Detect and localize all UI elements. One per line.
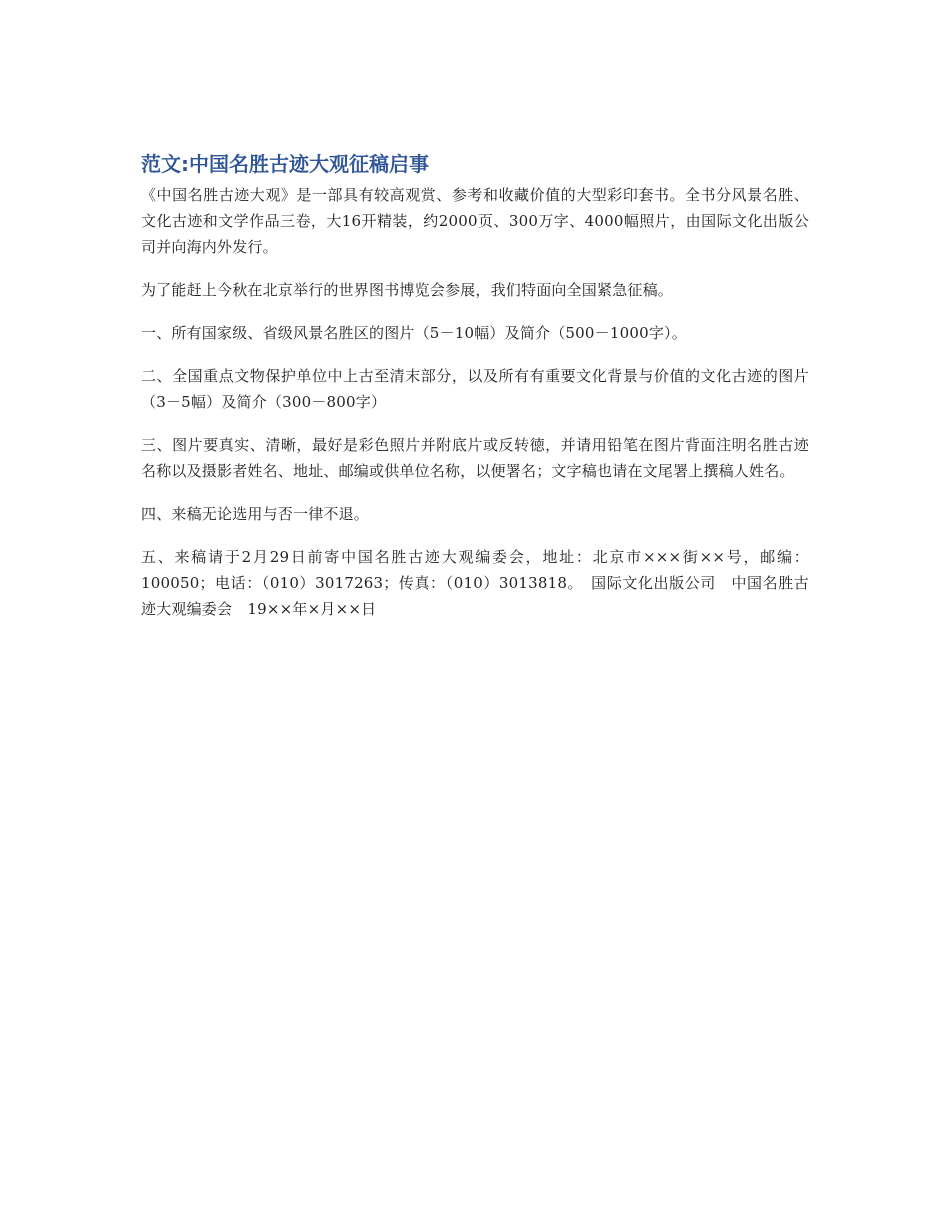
paragraph-item-3: 三、图片要真实、清晰，最好是彩色照片并附底片或反转徳，并请用铅笔在图片背面注明名胜古迹名称以及摄影者姓名、地址、邮编或供单位名称，以便署名；文字稿也请在文尾署上撰稿人姓名。 <box>141 436 809 480</box>
paragraph-item-5: 五、来稿请于2月29日前寄中国名胜古迹大观编委会，地址：北京市×××街××号，邮编：100050；电话：（010）3017263；传真：（010）3013818。 国际文化出版公司 中国名胜古迹大观编委会 19××年×月××日 <box>141 548 809 618</box>
paragraph-purpose: 为了能赶上今秋在北京举行的世界图书博览会参展，我们特面向全国紧急征稿。 <box>141 281 674 299</box>
paragraph-item-4: 四、来稿无论选用与否一律不退。 <box>141 505 370 523</box>
paragraph-intro: 《中国名胜古迹大观》是一部具有较高观赏、参考和收藏价值的大型彩印套书。全书分风景名胜、文化古迹和文学作品三卷，大16开精装，约2000页、300万字、4000幅照片，由国际文化出版公司并向海内外发行。 <box>141 186 809 256</box>
document-title: 范文:中国名胜古迹大观征稿启事 <box>141 152 429 176</box>
paragraph-item-1: 一、所有国家级、省级风景名胜区的图片（5－10幅）及简介（500－1000字）。 <box>141 324 687 342</box>
paragraph-item-2: 二、全国重点文物保护单位中上古至清末部分，以及所有有重要文化背景与价值的文化古迹的图片（3－5幅）及简介（300－800字） <box>141 367 809 411</box>
document-body <box>141 148 809 639</box>
